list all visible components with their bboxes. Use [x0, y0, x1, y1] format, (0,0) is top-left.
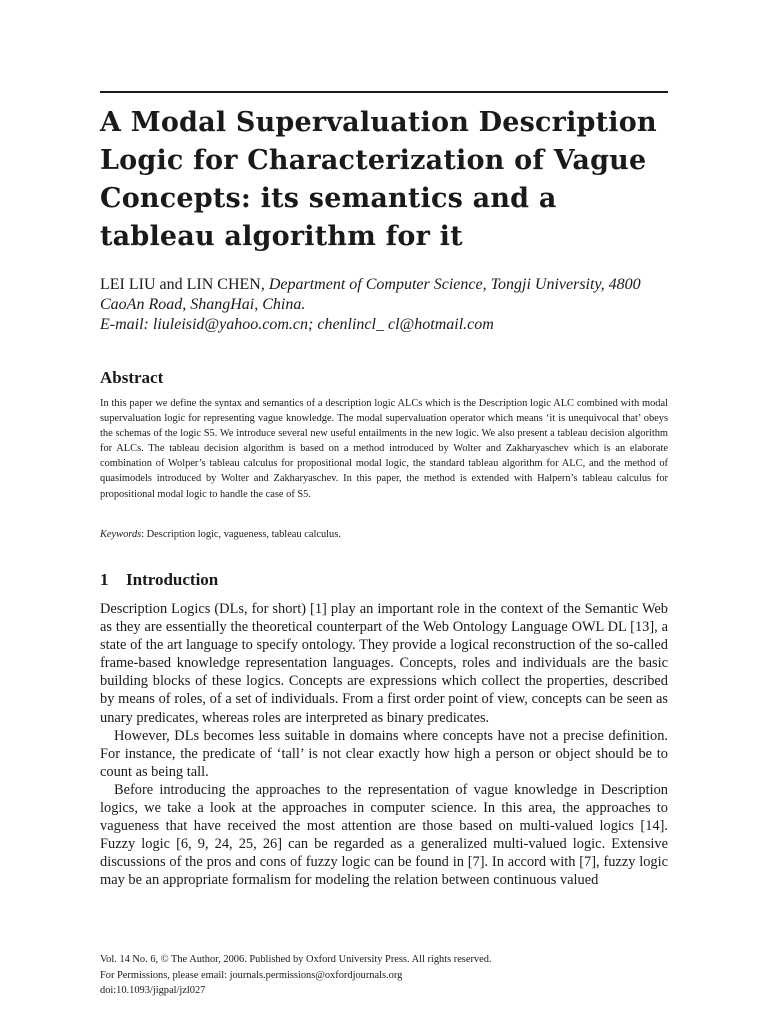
- section-heading: [100, 570, 218, 590]
- page-footer: [100, 952, 668, 999]
- body-paragraph: Before introducing the approaches to the representation of vague knowledge in Description logics, we take a look at the approaches in computer science. In this area, the approaches to vagueness that have received the most attention are those based on multi-valued logics [14]. Fuzzy logic [6, 9, 24, 25, 26] can be regarded as a generalized multi-valued logic. Extensive discussions of the pros and cons of fuzzy logic can be found in [7]. In accord with [7], fuzzy logic may be an appropriate formalism for modeling the relation between continuous valued: [100, 781, 668, 889]
- section-title: Introduction: [126, 570, 219, 589]
- title-rule: [100, 91, 668, 93]
- footer-copyright: Vol. 14 No. 6, © The Author, 2006. Published by Oxford University Press. All rights reserved.: [100, 954, 492, 965]
- author-email: E-mail: liuleisid@yahoo.com.cn; chenlincl_ cl@hotmail.com: [100, 316, 494, 333]
- keywords-line: [100, 529, 668, 540]
- paper-title: A Modal Supervaluation Description Logic for Characterization of Vague Concepts: its semantics and a tableau algorithm for it: [100, 107, 657, 252]
- author-affiliation: Department of Computer Science, Tongji University, 4800 CaoAn Road, ShangHai, China.: [100, 276, 641, 313]
- author-names: LEI LIU and LIN CHEN,: [100, 276, 269, 293]
- body-paragraph: However, DLs becomes less suitable in domains where concepts have not a precise definition. For instance, the predicate of ‘tall’ is not clear exactly how high a person or object should be to count as being tall.: [100, 727, 668, 780]
- abstract-text: In this paper we define the syntax and semantics of a description logic ALCs which is the Description logic ALC combined with modal supervaluation logic for representing vague knowledge. The modal supervaluation operator which means ‘it is unequivocal that’ obeys the schemas of the logic S5. We introduce several new useful entailments in the new logic. We also present a tableau decision algorithm for ALCs. The tableau decision algorithm is based on a method introduced by Wolter and Zakharyaschev which is an elaborate combination of Wolper’s tableau calculus for propositional modal logic, the standard tableau algorithm for ALC, and the method of quasimodels introduced by Wolter and Zakharyaschev. In this paper, the method is extended with Halpern’s tableau calculus for propositional modal logic to handle the case of S5.: [100, 398, 668, 500]
- abstract-heading: Abstract: [100, 368, 164, 387]
- keywords-text: : Description logic, vagueness, tableau calculus.: [141, 529, 341, 540]
- keywords-label: Keywords: [100, 529, 142, 540]
- author-block: [100, 275, 668, 335]
- body-paragraph: Description Logics (DLs, for short) [1] play an important role in the context of the Semantic Web as they are essentially the theoretical counterpart of the Web Ontology Language OWL DL [13], a state of the art language to specify ontology. They provide a logical reconstruction of the so-called frame-based knowledge representation languages. Concepts, roles and individuals are the basic building blocks of these logics. Concepts are expressions which collect the properties, described by means of roles, of a set of individuals. From a first order point of view, concepts can be seen as unary predicates, whereas roles are interpreted as binary predicates.: [100, 601, 668, 726]
- section-body: [100, 600, 668, 890]
- footer-permissions: For Permissions, please email: journals.permissions@oxfordjournals.org: [100, 969, 403, 981]
- section-number: 1: [100, 570, 109, 589]
- footer-doi: doi:10.1093/jigpal/jzl027: [100, 985, 206, 996]
